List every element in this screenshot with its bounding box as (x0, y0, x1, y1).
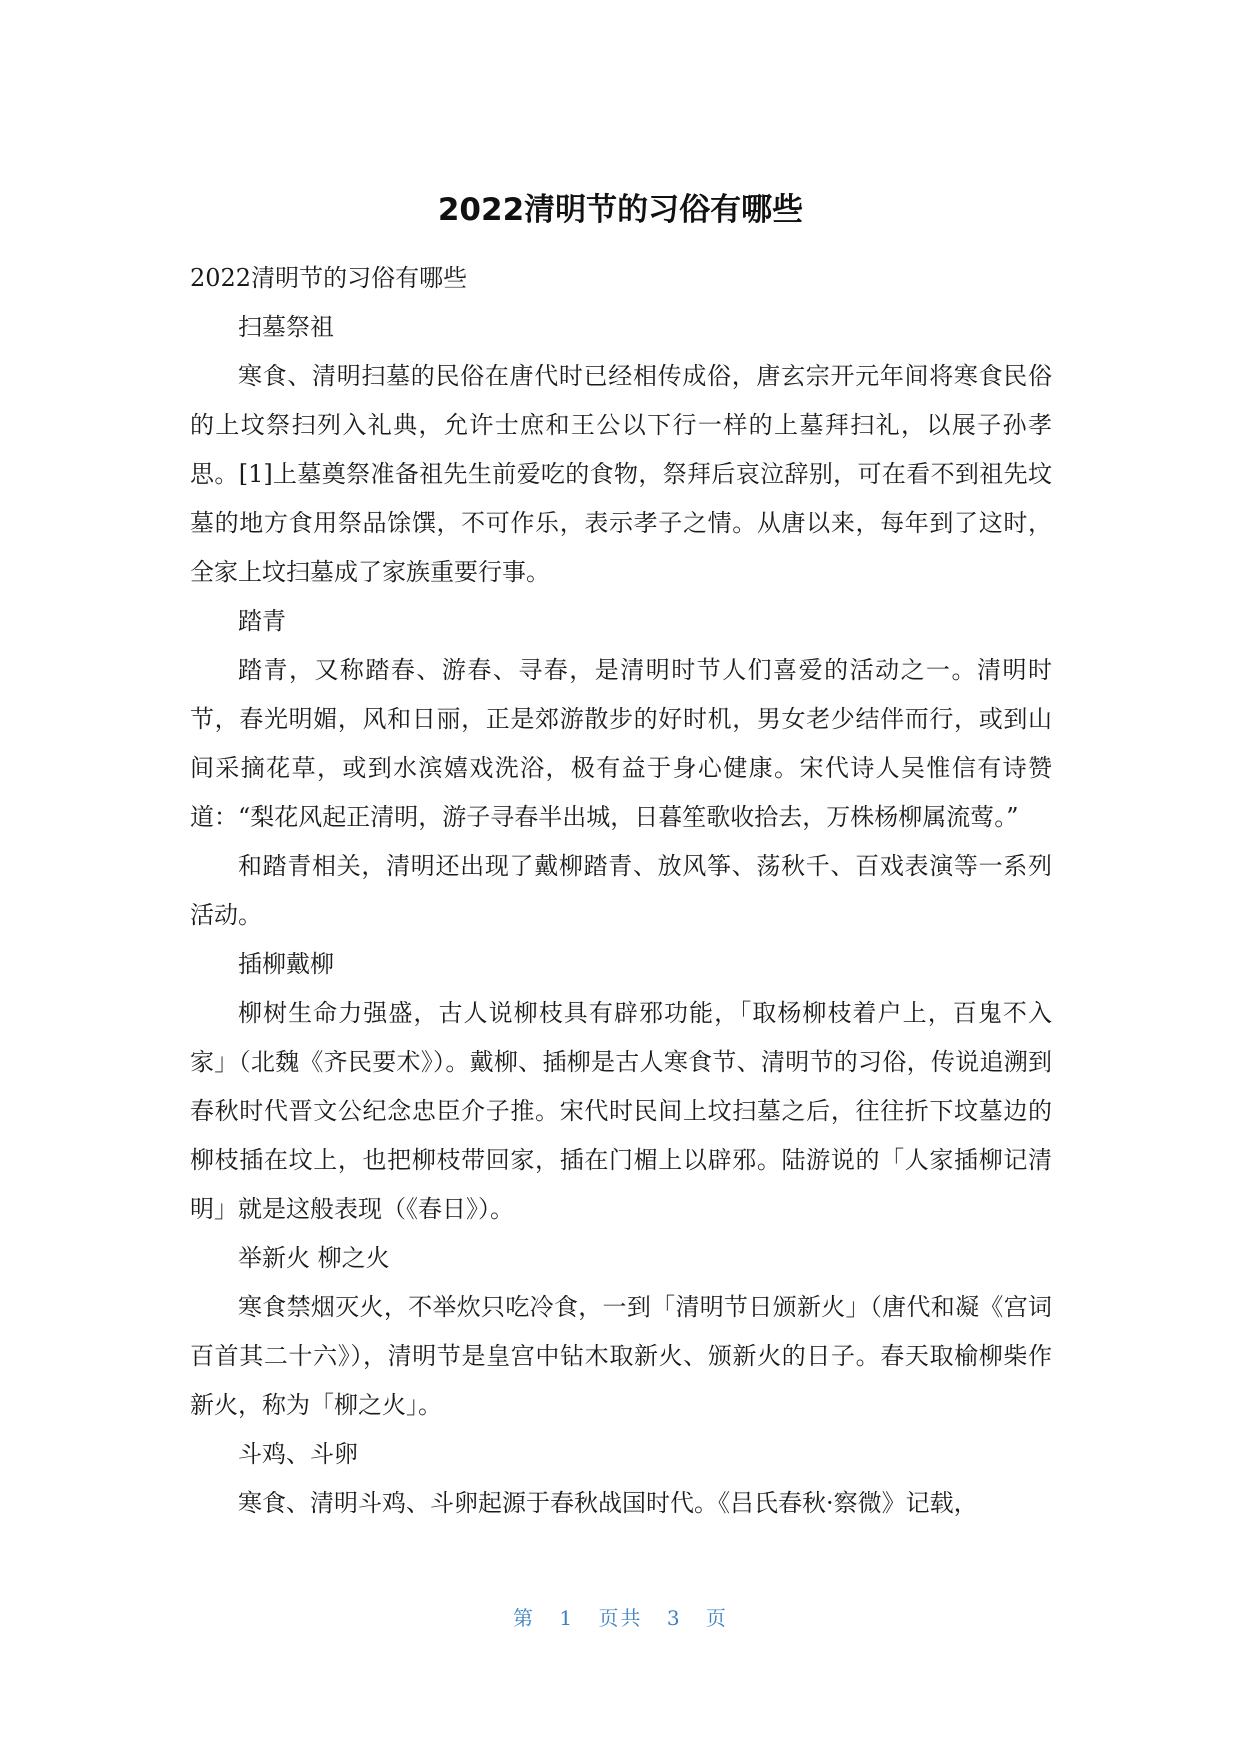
body-paragraph: 寒食、清明斗鸡、斗卵起源于春秋战国时代。《吕氏春秋·察微》记载， (238, 1489, 978, 1517)
document-title: 2022清明节的习俗有哪些 (437, 192, 804, 228)
section-heading-new-fire: 举新火 柳之火 (238, 1244, 390, 1272)
section-heading-cockfighting: 斗鸡、斗卵 (238, 1440, 358, 1468)
body-paragraph: 和踏青相关，清明还出现了戴柳踏青、放风筝、荡秋千、百戏表演等一系列活动。 (190, 852, 1052, 929)
body-paragraph: 2022清明节的习俗有哪些 (190, 264, 468, 292)
section-heading-spring-outing: 踏青 (238, 607, 286, 635)
section-heading-sweeping-tombs: 扫墓祭祖 (238, 313, 334, 341)
section-heading-willow: 插柳戴柳 (238, 950, 334, 978)
body-paragraph: 寒食、清明扫墓的民俗在唐代时已经相传成俗，唐玄宗开元年间将寒食民俗的上坟祭扫列入礼典，允许士庶和王公以下行一样的上墓拜扫礼，以展子孙孝思。[1]上墓奠祭准备祖先生前爱吃的食物，祭拜后哀泣辞别，可在看不到祖先坟墓的地方食用祭品馀馔，不可作乐，表示孝子之情。从唐以来，每年到了这时，全家上坟扫墓成了家族重要行事。 (190, 362, 1052, 586)
document-body (190, 254, 1052, 1528)
body-paragraph: 柳树生命力强盛，古人说柳枝具有辟邪功能，「取杨柳枝着户上，百鬼不入家」（北魏《齐民要术》）。戴柳、插柳是古人寒食节、清明节的习俗，传说追溯到春秋时代晋文公纪念忠臣介子推。宋代时民间上坟扫墓之后，往往折下坟墓边的柳枝插在坟上，也把柳枝带回家，插在门楣上以辟邪。陆游说的「人家插柳记清明」就是这般表现（《春日》）。 (190, 999, 1052, 1223)
body-paragraph: 寒食禁烟灭火，不举炊只吃冷食，一到「清明节日颁新火」（唐代和凝《宫词百首其二十六》），清明节是皇宫中钻木取新火、颁新火的日子。春天取榆柳柴作新火，称为「柳之火」。 (190, 1293, 1052, 1419)
body-paragraph: 踏青，又称踏春、游春、寻春，是清明时节人们喜爱的活动之一。清明时节，春光明媚，风和日丽，正是郊游散步的好时机，男女老少结伴而行，或到山间采摘花草，或到水滨嬉戏洗浴，极有益于身心健康。宋代诗人吴惟信有诗赞道：“梨花风起正清明，游子寻春半出城，日暮笙歌收拾去，万株杨柳属流莺。” (190, 656, 1052, 831)
page-footer: 第 1 页共 3 页 (513, 1606, 728, 1630)
